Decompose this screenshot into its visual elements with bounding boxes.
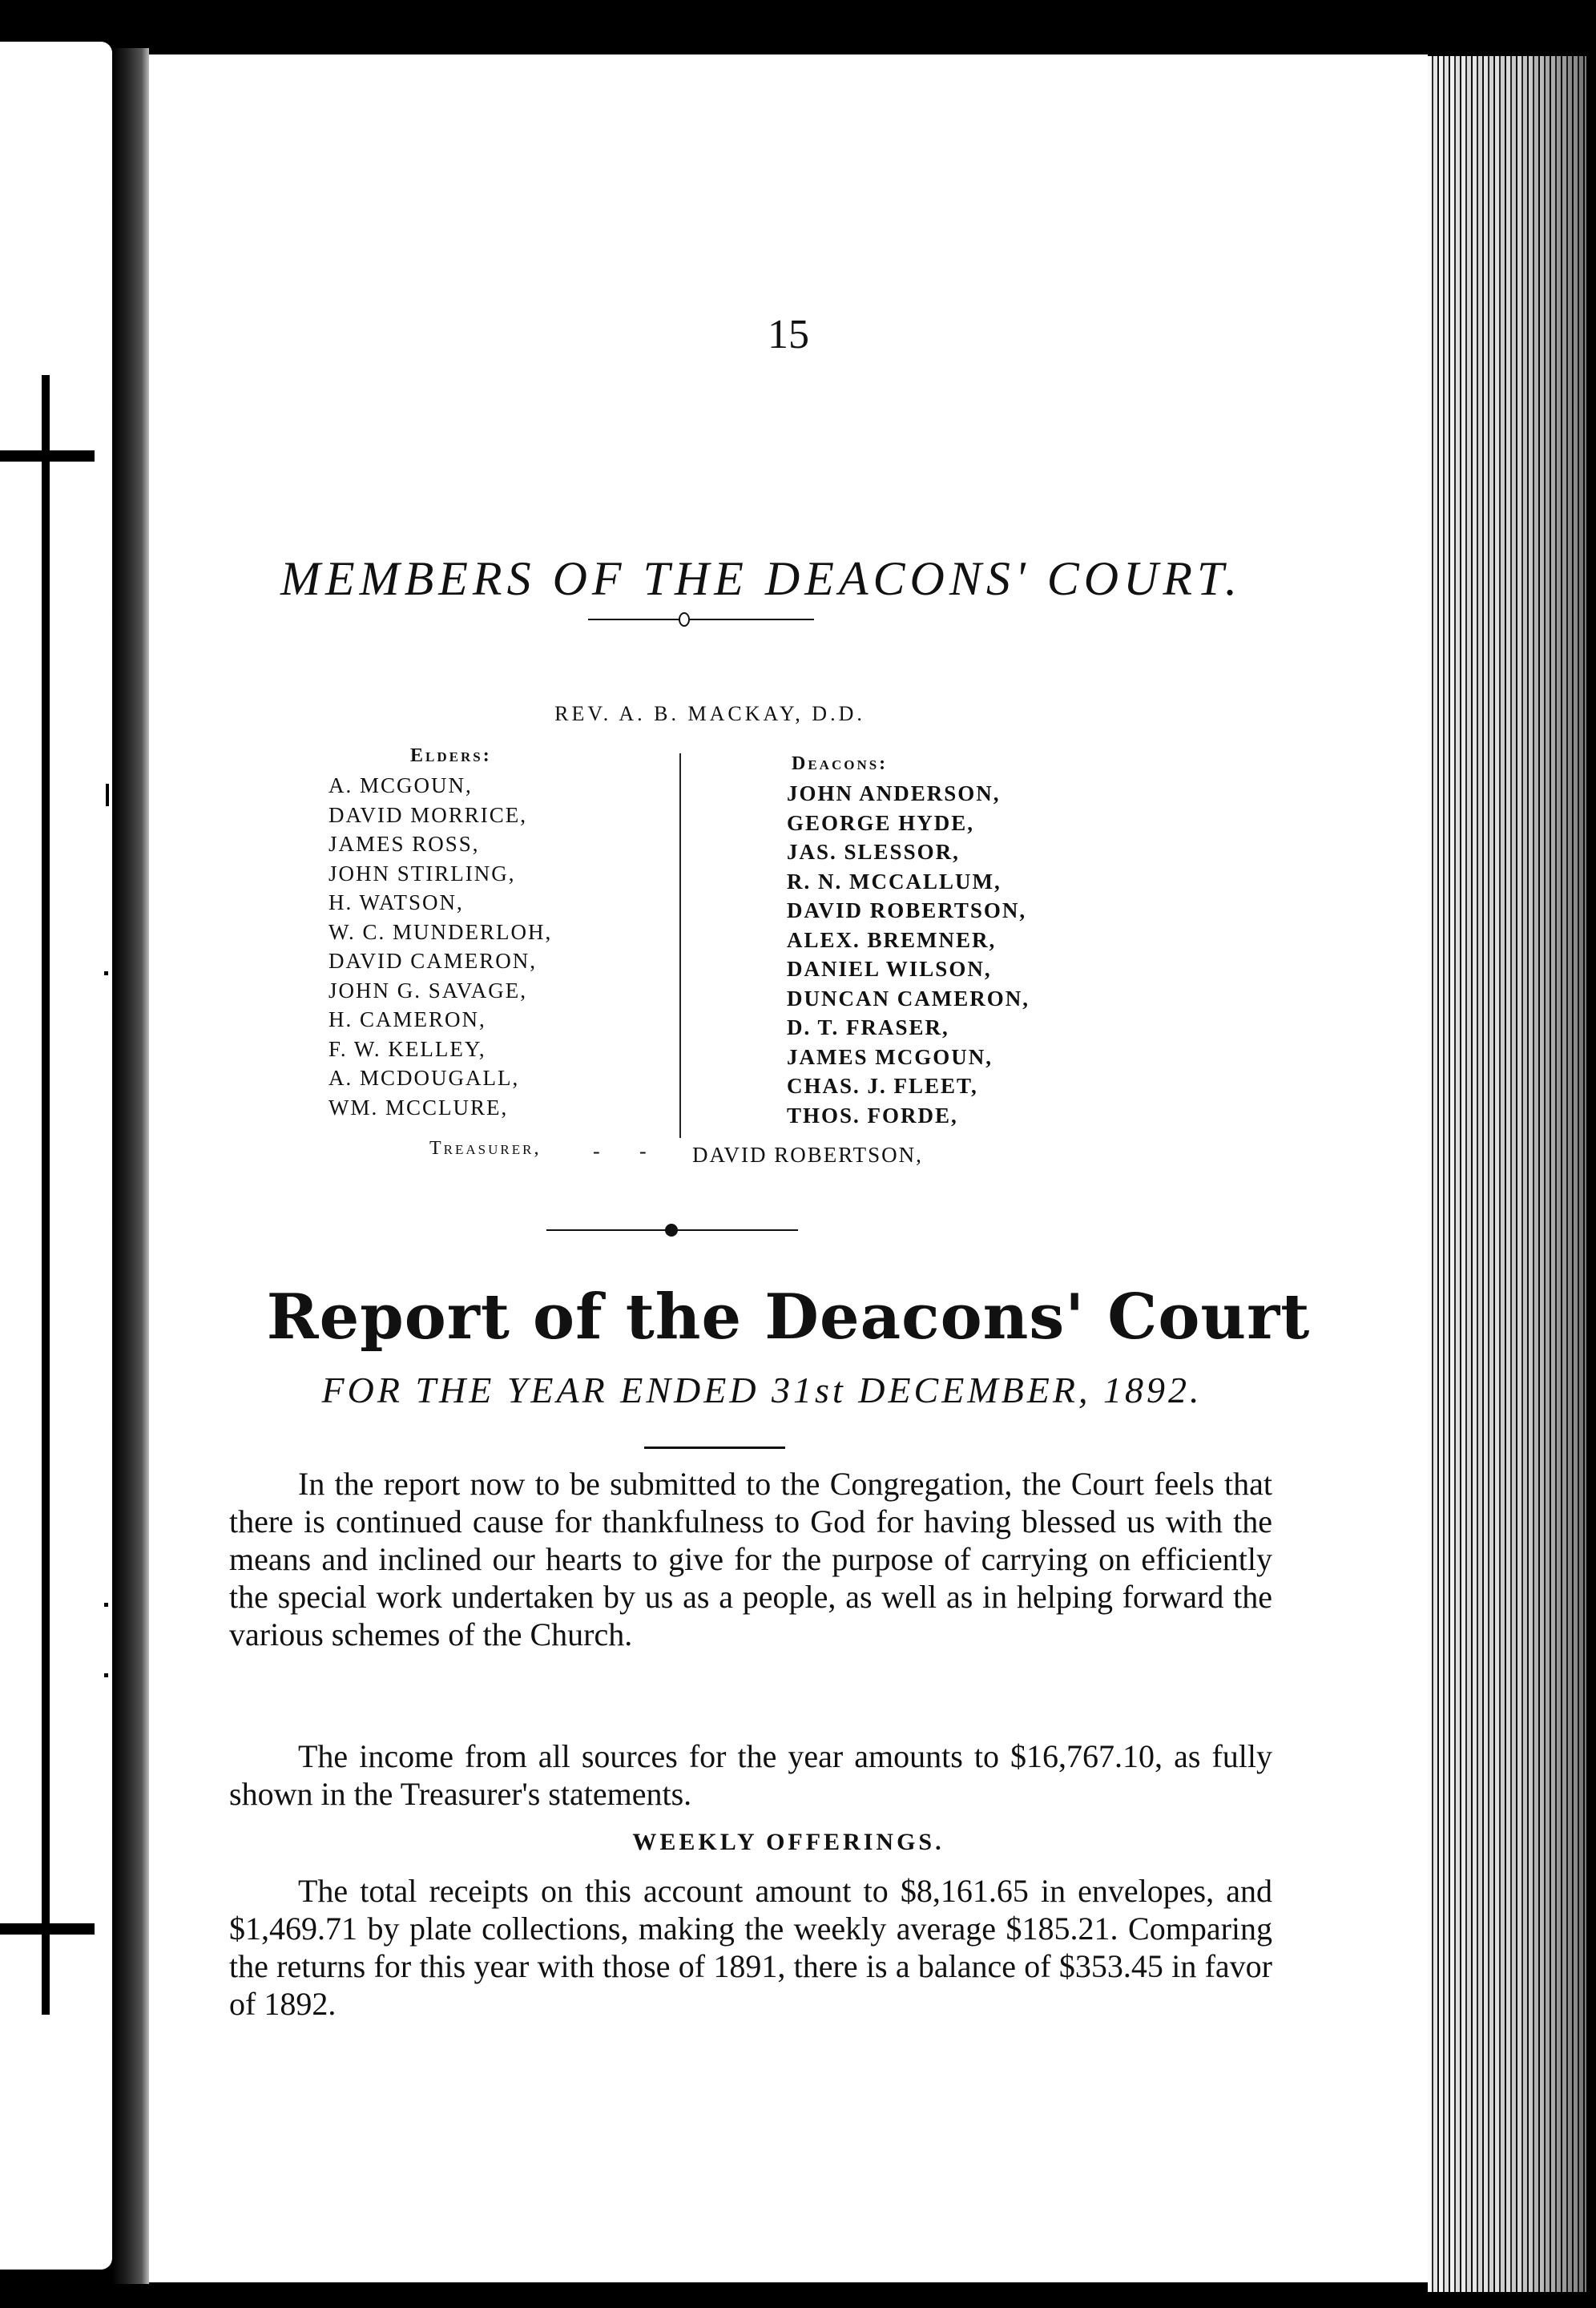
list-item: THOS. FORDE, bbox=[787, 1103, 958, 1128]
list-item: WM. MCCLURE, bbox=[328, 1095, 509, 1120]
paragraph-text: The income from all sources for the year amounts to $16,767.10, as fully shown in the Treasurer's statements. bbox=[229, 1738, 1272, 1812]
list-item: D. T. FRASER, bbox=[787, 1015, 949, 1039]
report-subtitle: FOR THE YEAR ENDED 31st DECEMBER, 1892. bbox=[321, 1370, 1203, 1410]
list-item: H. CAMERON, bbox=[328, 1007, 486, 1031]
previous-page-mark bbox=[104, 971, 108, 975]
report-title: Report of the Deacons' Court bbox=[266, 1281, 1311, 1354]
list-item: CHAS. J. FLEET, bbox=[787, 1074, 978, 1098]
list-item: DANIEL WILSON, bbox=[787, 957, 992, 981]
previous-page-mark bbox=[104, 1673, 108, 1677]
page-number: 15 bbox=[768, 312, 809, 357]
bracket-bottom bbox=[0, 1923, 95, 1935]
list-item: JOHN G. SAVAGE, bbox=[328, 978, 528, 1003]
document-page bbox=[149, 54, 1428, 2282]
elders-list bbox=[328, 771, 552, 1122]
treasurer-name: DAVID ROBERTSON, bbox=[692, 1143, 923, 1167]
deacons-list bbox=[787, 779, 1030, 1130]
treasurer-dash: - bbox=[639, 1140, 647, 1163]
list-item: JAS. SLESSOR, bbox=[787, 840, 960, 864]
paragraph-text: In the report now to be submitted to the Congregation, the Court feels that there is continued cause for thankfulness to God for having blessed us with the means and inclined our hearts to give for the purpose of carrying on efficiently the special work undertaken by us as a people, as well as in helping forward the various schemes of the Church. bbox=[229, 1466, 1272, 1652]
list-item: A. MCDOUGALL, bbox=[328, 1066, 520, 1090]
list-item: JAMES MCGOUN, bbox=[787, 1044, 993, 1069]
ornament-rule bbox=[588, 619, 814, 620]
paragraph-text: The total receipts on this account amount to $8,161.65 in envelopes, and $1,469.71 by plate collections, making the weekly average $185.21. Comparing the returns for this year with those of 1891, there is a balance of $353.45 in favor of 1892. bbox=[229, 1873, 1272, 2022]
list-item: JOHN ANDERSON, bbox=[787, 781, 1001, 805]
treasurer-dash: - bbox=[593, 1140, 600, 1163]
previous-page-mark bbox=[104, 1603, 108, 1607]
list-item: R. N. MCCALLUM, bbox=[787, 869, 1002, 894]
list-item: JOHN STIRLING, bbox=[328, 861, 516, 886]
page-edges-shadow bbox=[1428, 56, 1586, 2292]
bracket-top bbox=[0, 450, 95, 462]
column-divider bbox=[679, 753, 681, 1138]
report-paragraph bbox=[229, 1737, 1272, 1813]
list-item: H. WATSON, bbox=[328, 890, 464, 914]
subtitle-rule bbox=[644, 1447, 785, 1449]
list-item: DUNCAN CAMERON, bbox=[787, 986, 1030, 1011]
previous-page-edge bbox=[0, 42, 112, 2270]
pastor-name: REV. A. B. MACKAY, D.D. bbox=[554, 702, 865, 725]
treasurer-label: Treasurer, bbox=[429, 1138, 542, 1159]
list-item: JAMES ROSS, bbox=[328, 832, 480, 856]
list-item: ALEX. BREMNER, bbox=[787, 927, 997, 952]
report-paragraph bbox=[229, 1872, 1272, 2023]
bracket-line bbox=[42, 375, 50, 2015]
list-item: GEORGE HYDE, bbox=[787, 810, 975, 835]
list-item: DAVID MORRICE, bbox=[328, 802, 528, 827]
list-item: DAVID ROBERTSON, bbox=[787, 898, 1027, 922]
list-item: DAVID CAMERON, bbox=[328, 949, 538, 973]
deacons-heading: Deacons: bbox=[792, 753, 889, 774]
previous-page-mark bbox=[106, 784, 109, 806]
list-item: A. MCGOUN, bbox=[328, 773, 473, 797]
report-paragraph bbox=[229, 1465, 1272, 1653]
list-item: W. C. MUNDERLOH, bbox=[328, 919, 553, 944]
elders-heading: Elders: bbox=[410, 745, 492, 766]
members-heading: MEMBERS OF THE DEACONS' COURT. bbox=[280, 552, 1242, 605]
list-item: F. W. KELLEY, bbox=[328, 1036, 486, 1061]
book-gutter bbox=[112, 48, 149, 2284]
ornament-circle bbox=[679, 612, 690, 627]
ornament-dot bbox=[665, 1224, 678, 1237]
section-heading: WEEKLY OFFERINGS. bbox=[632, 1829, 945, 1855]
